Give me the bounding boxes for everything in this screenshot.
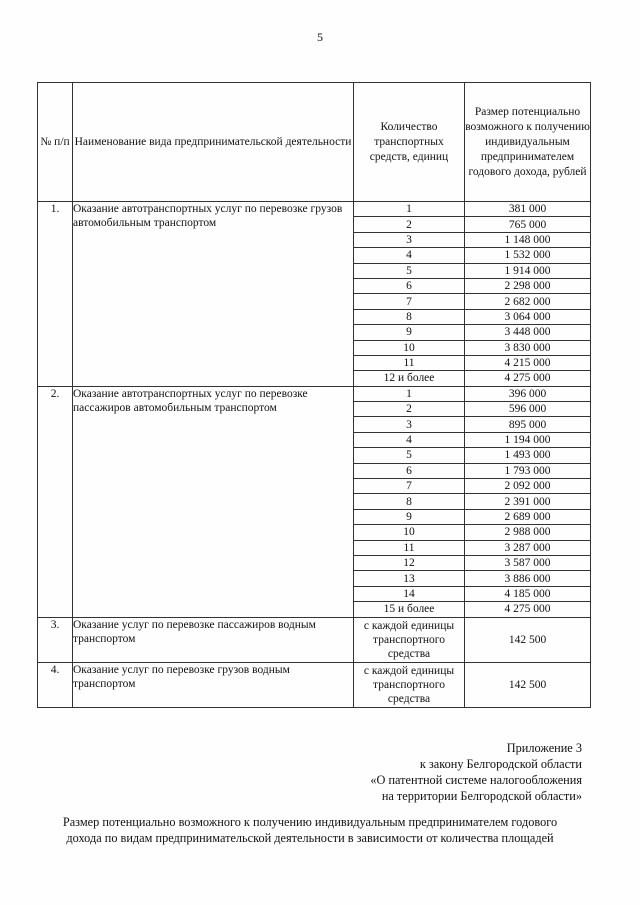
- potential-income: 3 448 000: [465, 325, 591, 340]
- row-number: 4.: [38, 662, 73, 707]
- vehicle-count: 14: [354, 586, 465, 601]
- vehicle-count: 10: [354, 525, 465, 540]
- potential-income: 3 064 000: [465, 309, 591, 324]
- vehicle-count: 5: [354, 448, 465, 463]
- header-activity-name: Наименование вида предпринимательской деятельности: [73, 83, 354, 202]
- potential-income: 4 275 000: [465, 371, 591, 386]
- appendix-law-title-1: «О патентной системе налогообложения: [370, 773, 582, 787]
- appendix-heading: [370, 740, 582, 804]
- vehicle-count: 11: [354, 540, 465, 555]
- potential-income: 2 682 000: [465, 294, 591, 309]
- header-number: № п/п: [38, 83, 73, 202]
- table-row: [38, 386, 591, 401]
- vehicle-count: 6: [354, 278, 465, 293]
- vehicle-count: 2: [354, 402, 465, 417]
- caption-line-2: дохода по видам предпринимательской деятельности в зависимости от количества площадей: [66, 831, 554, 845]
- appendix-law-title-2: на территории Белгородской области»: [381, 789, 582, 803]
- row-number: 1.: [38, 202, 73, 387]
- potential-income: 2 298 000: [465, 278, 591, 293]
- potential-income: 2 988 000: [465, 525, 591, 540]
- vehicle-count: 9: [354, 325, 465, 340]
- potential-income: 4 185 000: [465, 586, 591, 601]
- vehicle-count: 7: [354, 294, 465, 309]
- potential-income: 3 886 000: [465, 571, 591, 586]
- potential-income: 765 000: [465, 217, 591, 232]
- appendix-law-ref: к закону Белгородской области: [419, 757, 582, 771]
- table-body: [38, 202, 591, 708]
- activity-name: Оказание автотранспортных услуг по перевозке пассажиров автомобильным транспортом: [73, 386, 354, 617]
- page-number: 5: [317, 30, 323, 44]
- activity-name: Оказание услуг по перевозке пассажиров водным транспортом: [73, 617, 354, 662]
- row-number: 2.: [38, 386, 73, 617]
- activity-name: Оказание автотранспортных услуг по перевозке грузов автомобильным транспортом: [73, 202, 354, 387]
- vehicle-count: 13: [354, 571, 465, 586]
- potential-income: 1 148 000: [465, 232, 591, 247]
- vehicle-count: 2: [354, 217, 465, 232]
- potential-income: 1 793 000: [465, 463, 591, 478]
- potential-income: 1 532 000: [465, 248, 591, 263]
- header-potential-income: Размер потенциально возможного к получению индивидуальным предпринимателем годового дохода, рублей: [465, 83, 591, 202]
- appendix-title: Приложение 3: [506, 741, 582, 755]
- vehicle-count: 6: [354, 463, 465, 478]
- row-number: 3.: [38, 617, 73, 662]
- vehicle-count: 1: [354, 386, 465, 401]
- vehicle-count: 12 и более: [354, 371, 465, 386]
- vehicle-count: 11: [354, 355, 465, 370]
- vehicle-count: 8: [354, 309, 465, 324]
- potential-income: 1 194 000: [465, 432, 591, 447]
- potential-income: 142 500: [465, 617, 591, 662]
- potential-income: 3 830 000: [465, 340, 591, 355]
- potential-income: 2 689 000: [465, 509, 591, 524]
- potential-income: 396 000: [465, 386, 591, 401]
- vehicle-count: 9: [354, 509, 465, 524]
- activity-name: Оказание услуг по перевозке грузов водным транспортом: [73, 662, 354, 707]
- potential-income: 2 391 000: [465, 494, 591, 509]
- table-row: [38, 662, 591, 707]
- potential-income: 4 215 000: [465, 355, 591, 370]
- potential-income: 1 493 000: [465, 448, 591, 463]
- potential-income: 895 000: [465, 417, 591, 432]
- vehicle-count: 4: [354, 248, 465, 263]
- potential-income: 142 500: [465, 662, 591, 707]
- vehicle-count: с каждой единицы транспортного средства: [354, 617, 465, 662]
- potential-income: 1 914 000: [465, 263, 591, 278]
- potential-income: 3 287 000: [465, 540, 591, 555]
- caption-line-1: Размер потенциально возможного к получению индивидуальным предпринимателем годового: [62, 815, 558, 829]
- potential-income: 3 587 000: [465, 555, 591, 570]
- table-row: [38, 617, 591, 662]
- potential-income-table: [37, 82, 591, 708]
- vehicle-count: 3: [354, 417, 465, 432]
- vehicle-count: 15 и более: [354, 602, 465, 617]
- header-vehicle-count: Количество транспортных средств, единиц: [354, 83, 465, 202]
- vehicle-count: 1: [354, 202, 465, 217]
- potential-income: 381 000: [465, 202, 591, 217]
- potential-income: 596 000: [465, 402, 591, 417]
- vehicle-count: 4: [354, 432, 465, 447]
- table-caption: [40, 814, 580, 846]
- potential-income: 4 275 000: [465, 602, 591, 617]
- vehicle-count: 3: [354, 232, 465, 247]
- vehicle-count: 10: [354, 340, 465, 355]
- vehicle-count: 8: [354, 494, 465, 509]
- vehicle-count: 12: [354, 555, 465, 570]
- vehicle-count: 5: [354, 263, 465, 278]
- potential-income: 2 092 000: [465, 479, 591, 494]
- vehicle-count: с каждой единицы транспортного средства: [354, 662, 465, 707]
- vehicle-count: 7: [354, 479, 465, 494]
- table-row: [38, 202, 591, 217]
- table-header-row: [38, 83, 591, 202]
